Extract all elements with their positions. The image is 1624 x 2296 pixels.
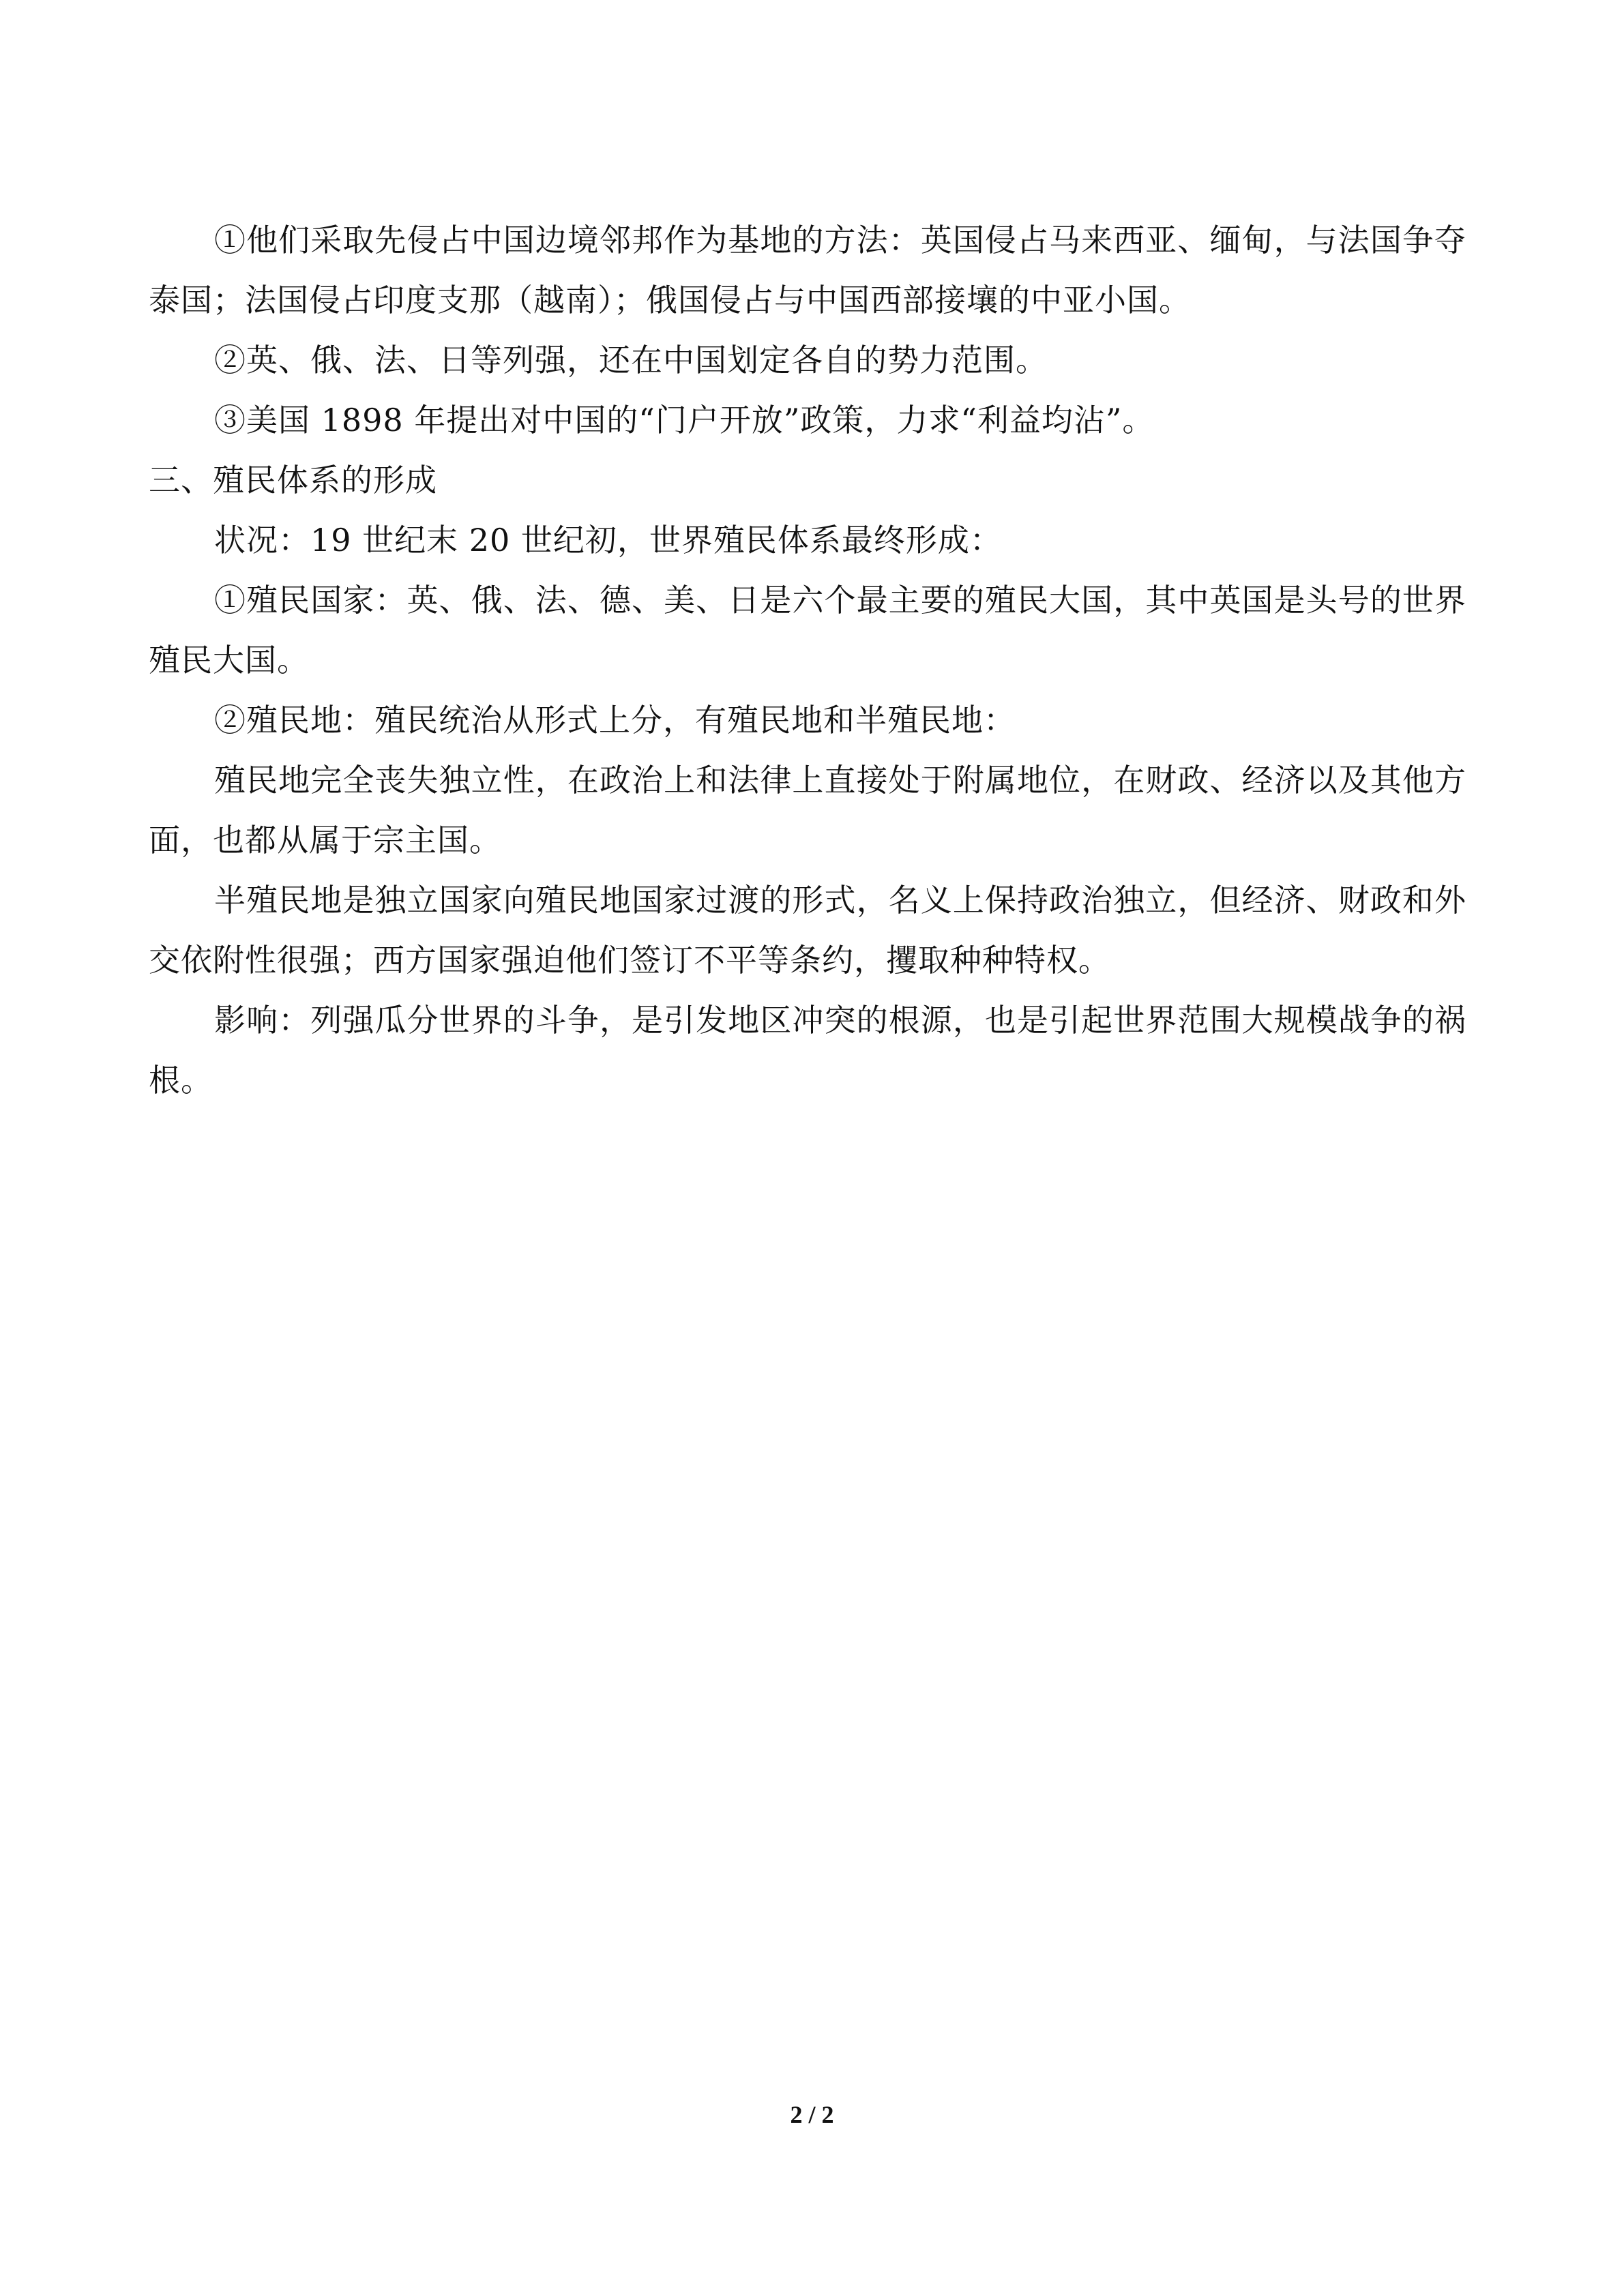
paragraph-status: 状况：19 世纪末 20 世纪初，世界殖民体系最终形成： — [214, 522, 1002, 558]
paragraph-colony-definition: 殖民地完全丧失独立性，在政治上和法律上直接处于附属地位，在财政、经济以及其他方面，也都从属于宗主国。 — [149, 762, 1466, 859]
paragraph-border-neighbors: ①他们采取先侵占中国边境邻邦作为基地的方法：英国侵占马来西亚、缅甸，与法国争夺泰国；法国侵占印度支那（越南）；俄国侵占与中国西部接壤的中亚小国。 — [149, 222, 1466, 318]
page-number: 2 / 2 — [790, 2101, 834, 2128]
paragraph-impact: 影响：列强瓜分世界的斗争，是引发地区冲突的根源，也是引起世界范围大规模战争的祸根。 — [149, 1002, 1466, 1099]
paragraph-semi-colony-definition: 半殖民地是独立国家向殖民地国家过渡的形式，名义上保持政治独立，但经济、财政和外交依附性很强；西方国家强迫他们签订不平等条约，攫取种种特权。 — [149, 882, 1466, 979]
paragraph-spheres-of-influence: ②英、俄、法、日等列强，还在中国划定各自的势力范围。 — [214, 342, 1048, 378]
paragraph-colonial-powers: ①殖民国家：英、俄、法、德、美、日是六个最主要的殖民大国，其中英国是头号的世界殖民大国。 — [149, 582, 1466, 679]
section-heading-colonial-system: 三、殖民体系的形成 — [149, 462, 437, 498]
document-body — [149, 210, 1466, 1110]
paragraph-open-door-policy: ③美国 1898 年提出对中国的“门户开放”政策，力求“利益均沾”。 — [214, 402, 1155, 438]
paragraph-colonies-types: ②殖民地：殖民统治从形式上分，有殖民地和半殖民地： — [214, 702, 1016, 739]
